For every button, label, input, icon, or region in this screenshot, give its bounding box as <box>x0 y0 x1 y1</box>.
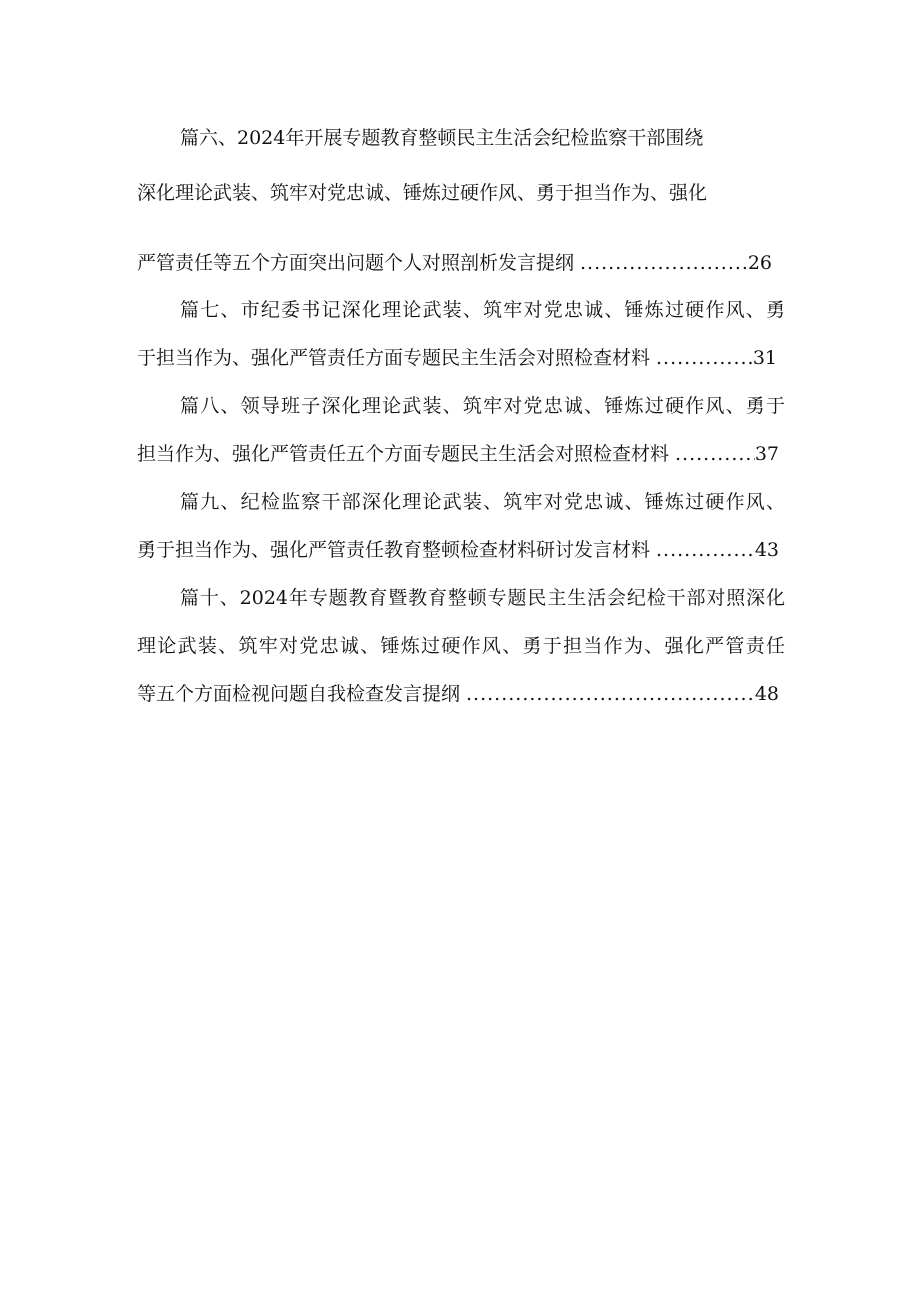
toc-entry-7-page-number: 31 <box>752 347 777 369</box>
leader-dots <box>675 439 755 469</box>
toc-entry-9-line-2-text: 勇于担当作为、强化严管责任教育整顿检查材料研讨发言材料 <box>137 539 651 561</box>
toc-entry-10-page-number: 48 <box>754 683 779 705</box>
toc-entry-8-page-number: 37 <box>754 443 779 465</box>
toc-entry-10-line-3-text: 等五个方面检视问题自我检查发言提纲 <box>137 683 461 705</box>
toc-entry-6-line-3 <box>137 248 772 278</box>
toc-entry-10-line-1: 篇十、2024年专题教育暨教育整顿专题民主生活会纪检干部对照深化 <box>180 587 785 609</box>
leader-dots <box>656 535 755 565</box>
toc-entry-7-line-1: 篇七、市纪委书记深化理论武装、筑牢对党忠诚、锤炼过硬作风、勇 <box>180 299 785 321</box>
toc-entry-6-page-number: 26 <box>747 252 772 274</box>
leader-dots <box>580 248 748 278</box>
toc-entry-9-line-2 <box>137 535 779 565</box>
toc-entry-6-line-3-text: 严管责任等五个方面突出问题个人对照剖析发言提纲 <box>137 252 575 274</box>
toc-entry-10-line-2: 理论武装、筑牢对党忠诚、锤炼过硬作风、勇于担当作为、强化严管责任 <box>137 635 785 657</box>
toc-entry-6-line-1: 篇六、2024年开展专题教育整顿民主生活会纪检监察干部围绕 <box>180 127 704 149</box>
toc-entry-8-line-2-text: 担当作为、强化严管责任五个方面专题民主生活会对照检查材料 <box>137 443 670 465</box>
toc-entry-7-line-2-text: 于担当作为、强化严管责任方面专题民主生活会对照检查材料 <box>137 347 651 369</box>
toc-entry-9-page-number: 43 <box>754 539 779 561</box>
leader-dots <box>656 343 753 373</box>
leader-dots <box>466 679 755 709</box>
toc-entry-10-line-3 <box>137 679 779 709</box>
toc-entry-6-line-2: 深化理论武装、筑牢对党忠诚、锤炼过硬作风、勇于担当作为、强化 <box>137 182 708 204</box>
toc-entry-7-line-2 <box>137 343 777 373</box>
toc-entry-9-line-1: 篇九、纪检监察干部深化理论武装、筑牢对党忠诚、锤炼过硬作风、 <box>180 491 785 513</box>
toc-entry-8-line-2 <box>137 439 779 469</box>
toc-entry-8-line-1: 篇八、领导班子深化理论武装、筑牢对党忠诚、锤炼过硬作风、勇于 <box>180 395 785 417</box>
